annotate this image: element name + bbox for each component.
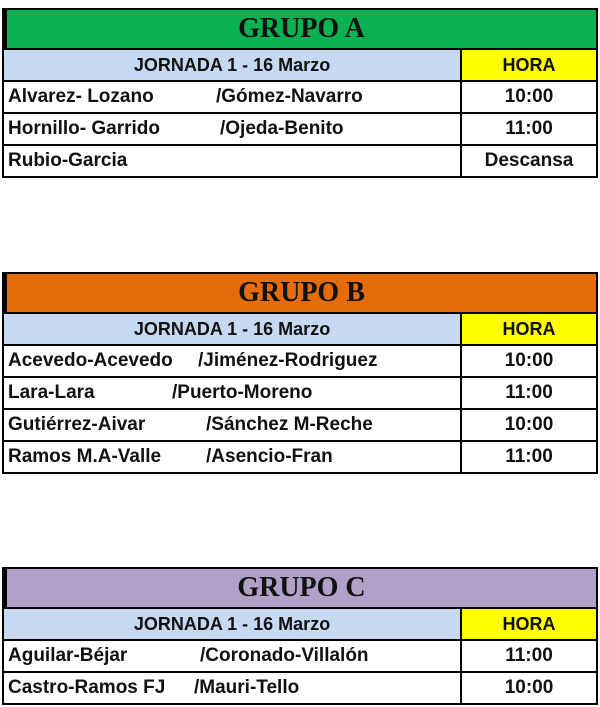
team-1: Lara-Lara <box>8 382 95 403</box>
hora-label: HORA <box>462 609 596 639</box>
team-1: Ramos M.A-Valle <box>8 446 162 467</box>
group-b-table <box>2 272 598 474</box>
match-row <box>2 146 598 178</box>
match-row <box>2 641 598 673</box>
group-c-header-row <box>2 609 598 641</box>
match-row <box>2 673 598 705</box>
team-1: Rubio-Garcia <box>8 150 128 171</box>
match-row <box>2 378 598 410</box>
group-b-title: GRUPO B <box>2 272 598 314</box>
team-2: /Mauri-Tello <box>194 677 300 698</box>
group-c-title: GRUPO C <box>2 567 598 609</box>
team-1: Alvarez- Lozano <box>8 86 154 107</box>
team-1: Acevedo-Acevedo <box>8 350 173 371</box>
match-time: 10:00 <box>504 350 554 371</box>
match-time: 10:00 <box>504 414 554 435</box>
match-row <box>2 346 598 378</box>
team-2: /Sánchez M-Reche <box>206 414 373 435</box>
match-time: 11:00 <box>505 645 553 666</box>
team-2: /Ojeda-Benito <box>220 118 344 139</box>
match-time: 10:00 <box>504 86 554 107</box>
match-time: 11:00 <box>505 446 553 467</box>
team-2: /Jiménez-Rodriguez <box>198 350 378 371</box>
match-row <box>2 442 598 474</box>
team-2: /Asencio-Fran <box>206 446 333 467</box>
team-2: /Gómez-Navarro <box>216 86 363 107</box>
hora-label: HORA <box>462 314 596 344</box>
jornada-label: JORNADA 1 - 16 Marzo <box>4 50 462 80</box>
team-1: Hornillo- Garrido <box>8 118 160 139</box>
group-a-table <box>2 8 598 178</box>
match-row <box>2 410 598 442</box>
hora-label: HORA <box>462 50 596 80</box>
jornada-label: JORNADA 1 - 16 Marzo <box>4 609 462 639</box>
match-time: 10:00 <box>504 677 554 698</box>
group-b-header-row <box>2 314 598 346</box>
group-c-table <box>2 567 598 705</box>
team-1: Castro-Ramos FJ <box>8 677 166 698</box>
match-time: 11:00 <box>505 382 553 403</box>
group-a-title: GRUPO A <box>2 8 598 50</box>
jornada-label: JORNADA 1 - 16 Marzo <box>4 314 462 344</box>
match-row <box>2 82 598 114</box>
match-time: Descansa <box>484 150 574 171</box>
group-a-header-row <box>2 50 598 82</box>
team-2: /Puerto-Moreno <box>172 382 313 403</box>
team-1: Aguilar-Béjar <box>8 645 128 666</box>
match-time: 11:00 <box>505 118 553 139</box>
match-row <box>2 114 598 146</box>
team-1: Gutiérrez-Aivar <box>8 414 146 435</box>
team-2: /Coronado-Villalón <box>200 645 369 666</box>
